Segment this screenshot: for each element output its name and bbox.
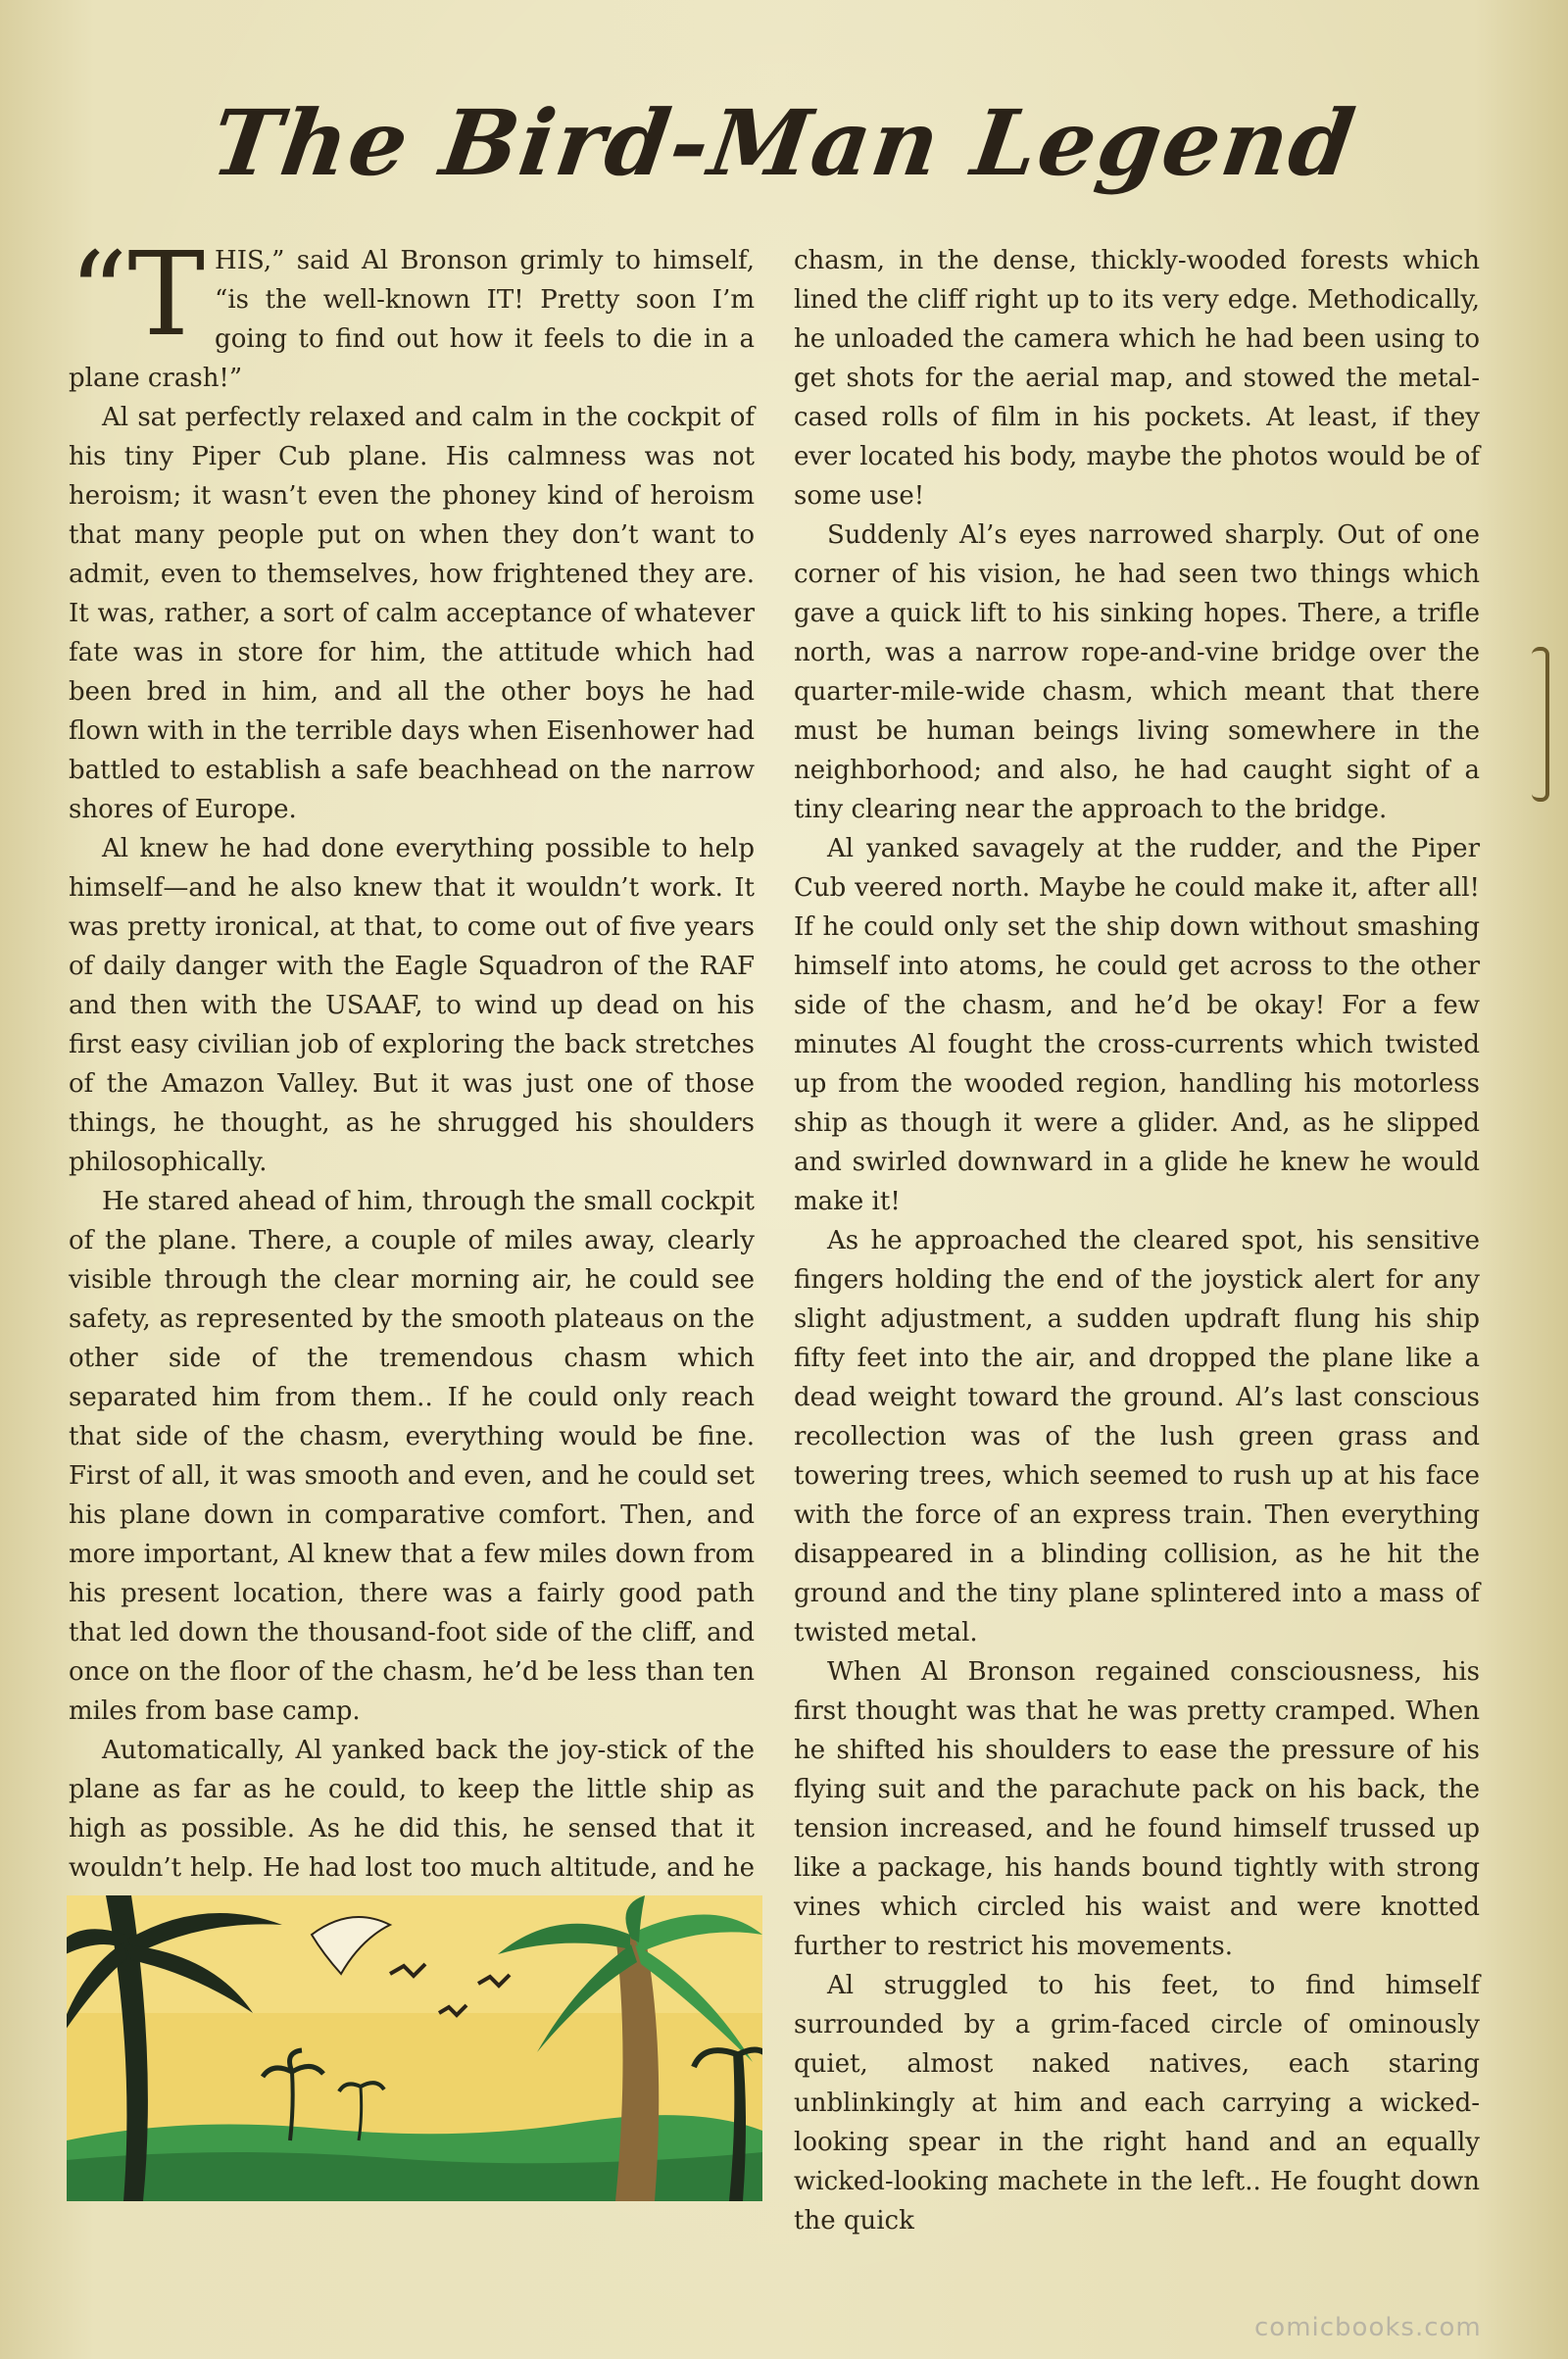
staple-binding — [1532, 647, 1549, 802]
jungle-scene-image — [67, 1895, 762, 2201]
paragraph: Al sat perfectly relaxed and calm in the cockpit of his tiny Piper Cub plane. His calmness was not heroism; it wasn’t even the phoney kind of heroism that many people put on when they don’t want to admit, even to themselves, how frightened they are. It was, rather, a sort of calm acceptance of whatever fate was in store for him, the attitude which had been bred in him, and all the other boys he had flown with in the terrible days when Eisenhower had battled to establish a safe beachhead on the narrow shores of Europe. — [69, 403, 755, 824]
watermark: comicbooks.com — [1254, 2313, 1482, 2342]
paragraph: Al yanked savagely at the rudder, and the Piper Cub veered north. Maybe he could make it, after all! If he could only set the ship down without smashing himself into atoms, he could get across to the other side of the chasm, and he’d be okay! For a few minutes Al fought the cross-currents which twisted up from the wooded region, handling his motorless ship as though it were a glider. And, as he slipped and swirled downward in a glide he knew he would make it! — [794, 834, 1480, 1216]
paragraph: Al struggled to his feet, to find himself surrounded by a grim-faced circle of ominously quiet, almost naked natives, each staring unblinkingly at him and each carrying a wicked-looking spear in the right hand and an equally wicked-looking machete in the left.. He fought down the quick — [794, 1971, 1480, 2236]
page-title: The Bird-Man Legend — [205, 90, 1363, 196]
paragraph: As he approached the cleared spot, his sensitive fingers holding the end of the joystick alert for any slight adjustment, a sudden updraft flung his ship fifty feet into the air, and dropped the plane like a dead weight toward the ground. Al’s last conscious recollection was of the lush green grass and towering trees, which seemed to rush up at his face with the force of an express train. Then everything disappeared in a blinding collision, as he hit the ground and the tiny plane splintered into a mass of twisted metal. — [794, 1226, 1480, 1647]
dropcap-quote: “ — [69, 226, 128, 362]
opening-text: HIS,” said Al Bronson grimly to himself, “is the well-known IT! Pretty soon I’m going to find out how it feels to die in a plane crash!” — [69, 246, 755, 393]
paragraph: When Al Bronson regained consciousness, his first thought was that he was pretty cramped. When he shifted his shoulders to ease the pressure of his flying suit and the parachute pack on his back, the tension increased, and he found himself trussed up like a package, his hands bound tightly with strong vines which circled his waist and were knotted further to restrict his movements. — [794, 1657, 1480, 1961]
jungle-illustration — [67, 1895, 762, 2201]
right-column — [794, 241, 1480, 2240]
continued-paragraph: chasm, in the dense, thickly-wooded forests which lined the cliff right up to its very edge. Methodically, he unloaded the camera which he had been using to get shots for the aerial map, and stowed the metal-cased rolls of film in his pockets. At least, if they ever located his body, maybe the photos would be of some use! — [794, 246, 1480, 511]
drop-cap — [69, 226, 206, 362]
paragraph: Automatically, Al yanked back the joy-stick of the plane as far as he could, to keep the little ship as high as possible. As he did this, he sensed that it wouldn’t help. He had lost too much altitude, and he — [69, 1736, 755, 1883]
paragraph: He stared ahead of him, through the small cockpit of the plane. There, a couple of miles away, clearly visible through the clear morning air, he could see safety, as represented by the smooth plateaus on the other side of the tremendous chasm which separated him from them.. If he could only reach that side of the chasm, everything would be fine. First of all, it was smooth and even, and he could set his plane down in comparative comfort. Then, and more important, Al knew that a few miles down from his present location, there was a fairly good path that led down the thousand-foot side of the cliff, and once on the floor of the chasm, he’d be less than ten miles from base camp. — [69, 1187, 755, 1726]
opening-paragraph — [69, 226, 755, 398]
paragraph: Al knew he had done everything possible to help himself—and he also knew that it wouldn’t work. It was pretty ironical, at that, to come out of five years of daily danger with the Eagle Squadron of the RAF and then with the USAAF, to wind up dead on his first easy civilian job of exploring the back stretches of the Amazon Valley. But it was just one of those things, he thought, as he shrugged his shoulders philosophically. — [69, 834, 755, 1177]
paragraph: Suddenly Al’s eyes narrowed sharply. Out of one corner of his vision, he had seen two things which gave a quick lift to his sinking hopes. There, a trifle north, was a narrow rope-and-vine bridge over the quarter-mile-wide chasm, which meant that there must be human beings living somewhere in the neighborhood; and also, he had caught sight of a tiny clearing near the approach to the bridge. — [794, 520, 1480, 824]
dropcap-letter: T — [127, 226, 206, 362]
left-column — [69, 226, 755, 1927]
